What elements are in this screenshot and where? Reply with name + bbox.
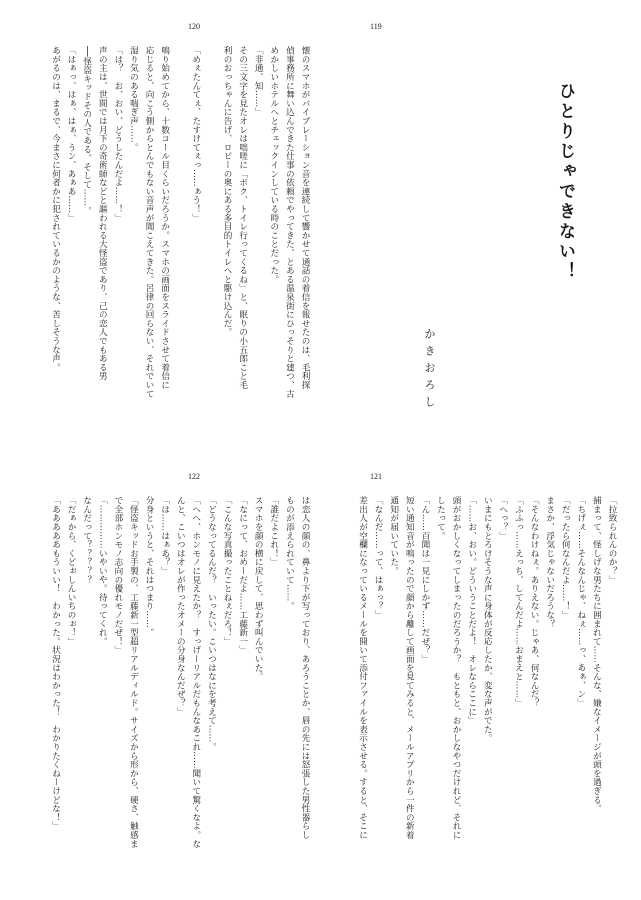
text-line: は恋人の顔の、鼻より下が写っており、あろうことか、唇の先には怒張した男性器らし [300, 496, 310, 840]
author-label: かきおろし [423, 328, 436, 413]
body-text-120 [37, 46, 312, 404]
text-line: 懐のスマホがバイブレーション音を連続して響かせて通話の着信を報せたのは、毛利探 [300, 46, 310, 390]
page-number: 120 [188, 22, 200, 31]
text-line: 「どうなってるんだ？ いったい。こいつはなにを考えて……。 [206, 496, 217, 752]
text-line: 利のおっちゃんに告げ、ロビーの奥にある多目的トイレへと駆け込んだ。 [222, 46, 233, 337]
text-line: なんだって？？？？？ [81, 496, 92, 584]
page-121 [320, 450, 641, 900]
text-line: いまにもとろけそうな声に身体が反応したか、変な声がでた。 [482, 496, 493, 743]
text-line: 頭がおかしくなってしまったのだろうか？ もともと、おかしなやつだけれど、それに [451, 496, 462, 840]
text-line: 「なんだ……って、はぁっ？」 [373, 496, 384, 620]
text-line: ──怪盗キッドその人である。そして……。 [81, 46, 92, 216]
page-number: 121 [370, 472, 382, 481]
text-line: めかしいホテルへとチェックインしている時のことだった。 [268, 46, 279, 284]
text-line [172, 46, 188, 404]
text-line: 通知が届いていた。 [388, 496, 399, 576]
text-line: で全部ホンモノ志向の優れモノだぜ！」 [112, 496, 123, 655]
text-line: 差出人が空欄になっているメールを開いて添付ファイルを表示させる。すると、そこに [357, 496, 368, 840]
text-line: 「……お、おい。どういうことだよ！ オレならここに」 [466, 496, 477, 725]
text-line: 偵事務所に舞い込んできた仕事の依頼でやってきた、とある温泉街にひっそりと建つ、古 [284, 46, 295, 398]
text-line: んと、こいつはオレが作ったオメーの分身なんだぜ？」 [175, 496, 186, 716]
text-line: 「拉致られんのか？」 [607, 496, 617, 584]
text-line: 「はぁっ、はぁ、はぁ、うン、あぁあ……」 [66, 46, 77, 222]
page-120 [0, 0, 320, 450]
text-line: 「そんなわけねぇ。ありえない。じゃあ、何なんだ？ [529, 496, 540, 708]
text-line: 短い通知音が鳴ったので顔から離して画面を見てみると、メールアプリから一件の新着 [404, 496, 415, 840]
text-line: 「へっ？」 [497, 496, 508, 540]
text-line: 鳴り始めてから、十数コール目くらいだろうか。スマホの画面をスライドさせて着信に [159, 46, 170, 390]
text-line: 「こんな写真撮ったことねぇだろ！」 [222, 496, 233, 646]
text-line: したって。 [435, 496, 446, 540]
text-line: 声の主は、世間では月下の奇術師などと謳われる大怪盗であり、己の恋人でもある男 [97, 46, 108, 381]
text-line: 「なにって、おめーだよ……工藤新一」 [237, 496, 248, 655]
text-line: 「ちげぇ……そんなんじゃ、ねぇ……っ、あぁ、ン」 [575, 496, 586, 708]
body-text-121 [344, 496, 619, 856]
text-line: ものが添えられていて……。 [284, 496, 295, 611]
text-line: 「誰だよこれ！」 [268, 496, 279, 567]
text-line: 「だぁから、くどぉしんいちのぉ！」 [66, 496, 77, 646]
text-line: 捕まって、怪しげな男たちに囲まれて……そんな、嫌なイメージが頭を過ぎる。 [591, 496, 602, 813]
page-119 [320, 0, 641, 450]
text-line: 「へへ、ホンモノに見えたか？ すっげーリアルだもんなあこれ……聞いて驚くなよ。な [190, 496, 201, 848]
text-line: 「非通、知……」 [253, 46, 264, 117]
text-line: あがるのは、まるで、今まさに何者かに犯されているかのような、苦しそうな声。 [50, 46, 61, 372]
text-line: 湿り気のある喘ぎ声……。 [128, 46, 139, 152]
page-number: 119 [370, 22, 382, 31]
text-line: まさか、浮気じゃないだろうな？ [544, 496, 555, 628]
text-line: 「怪盗キッドお手製の、工藤新一型超リアルディルド。サイズから形から、硬さ、触感ま [128, 496, 139, 848]
text-line: 「あああああもういい！ わかった。状況はわかった！ わかりたくねーけどな！」 [50, 496, 61, 831]
text-line: 分身というと、それはつまり……。 [144, 496, 155, 637]
page-122 [0, 450, 320, 900]
text-line: 「……………いやいや。待ってくれ。 [97, 496, 108, 646]
body-text-122 [37, 496, 312, 856]
story-title: ひとりじゃできない！ [555, 82, 575, 282]
text-line: スマホを顔の横に戻して、思わず叫んでいた。 [253, 496, 264, 681]
text-line: 「めぇたんてぇ、たすけてぇっ……ぁう！」 [190, 46, 201, 222]
text-line: 応じると、向こう側からとんでもない音声が聞こえてきた。呂律の回らない、それでいて [144, 46, 155, 398]
text-line: 「は……はぁあ？」 [159, 496, 170, 576]
text-line: 「は？ お、おい、どうしたんだよ……！」 [112, 46, 123, 222]
text-line: その三文字を見たオレは咄嗟に「ボク、トイレ行ってくるね」と、眠りの小五郎こと毛 [237, 46, 248, 390]
text-line: 「ん……百聞は一見にしかず……だぜ？」 [419, 496, 430, 664]
text-line: 「ふふっ……えっち、してんだよ……おまえと……」 [513, 496, 524, 708]
text-line [203, 46, 219, 404]
text-line: 「だったら何なんだよ……！」 [560, 496, 571, 620]
page-number: 122 [188, 472, 200, 481]
